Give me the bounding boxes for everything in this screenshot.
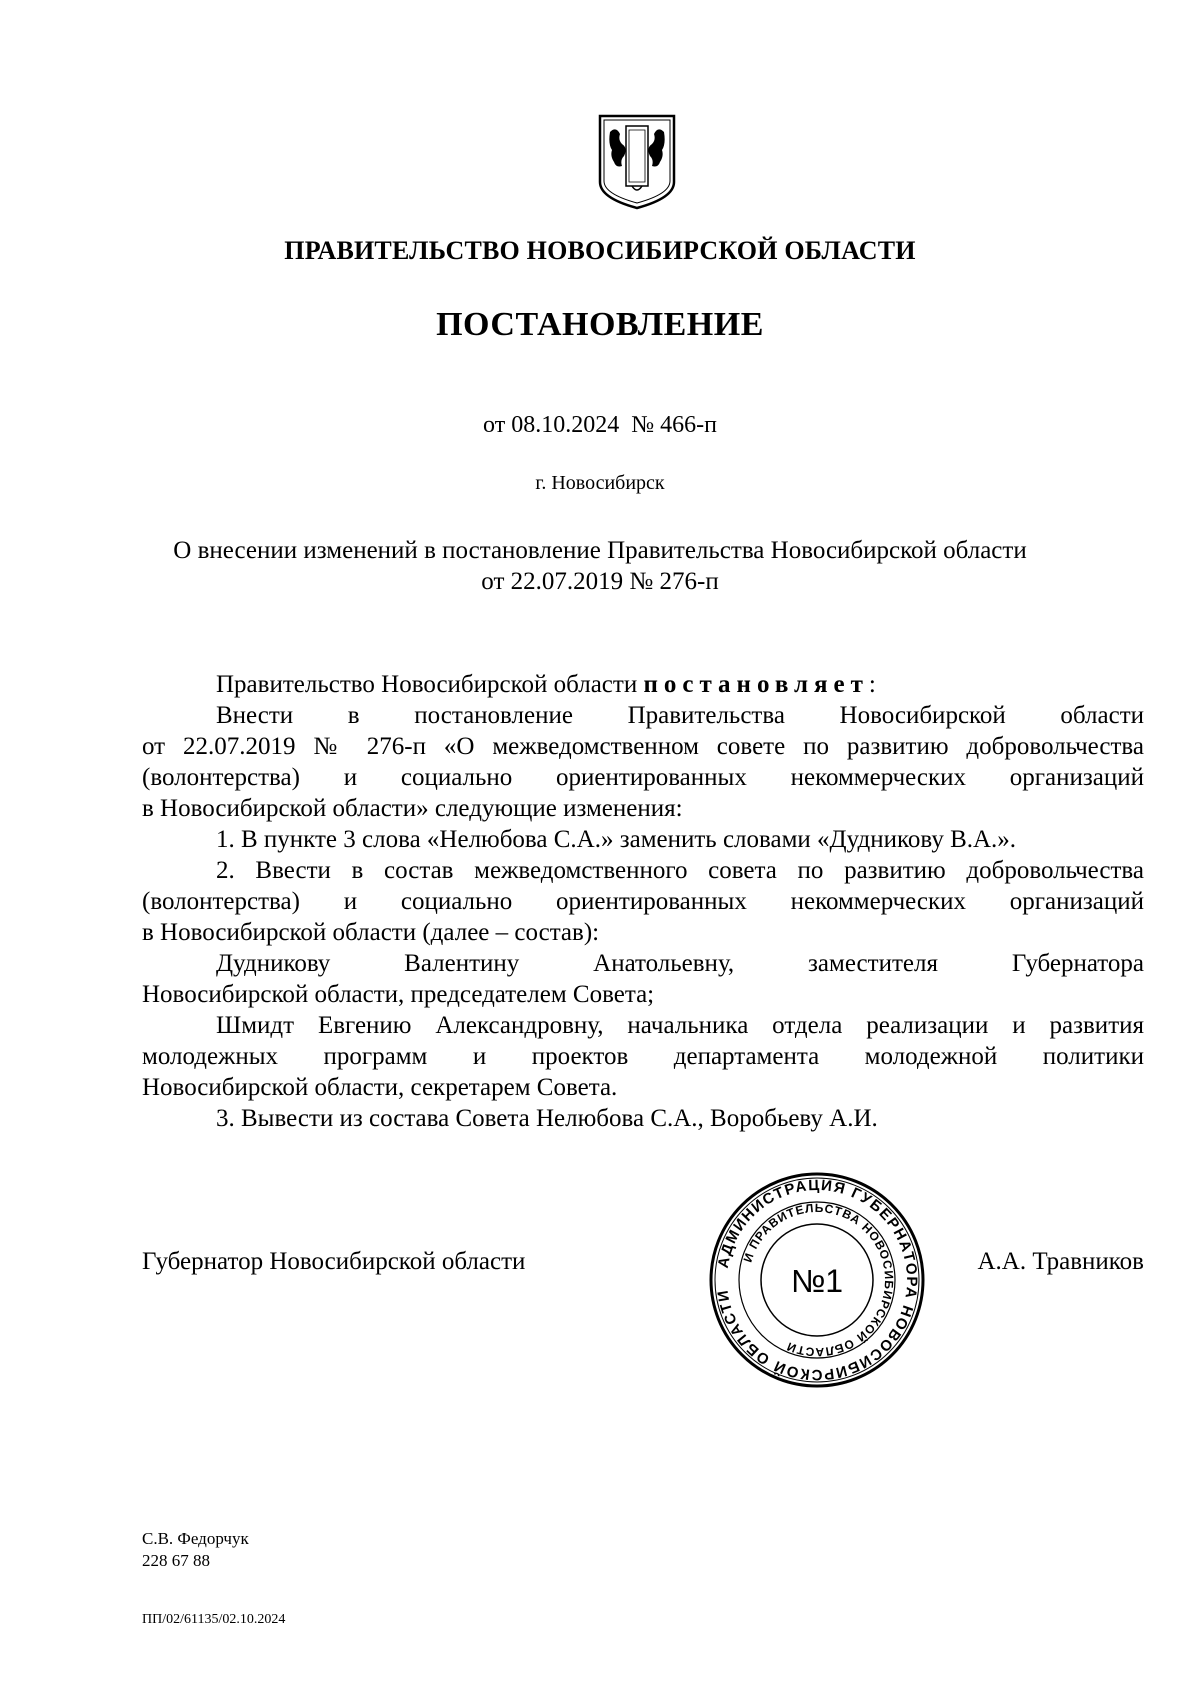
document-subject — [0, 535, 1200, 597]
preamble-end: : — [868, 671, 876, 698]
body-line: от 22.07.2019 № 276-п «О межведомственном совете по развитию добровольчества — [142, 733, 1144, 760]
signatory-title: Губернатор Новосибирской области — [142, 1248, 526, 1275]
seal-inner-text: И ПРАВИТЕЛЬСТВА НОВОСИБИРСКОЙ ОБЛАСТИ — [740, 1200, 897, 1360]
item-2: 2. Ввести в состав межведомственного совета по развитию добровольчества — [216, 857, 1144, 884]
seal-outer-text: АДМИНИСТРАЦИЯ ГУБЕРНАТОРА НОВОСИБИРСКОЙ ОБЛАСТИ — [714, 1176, 921, 1384]
preamble-text: Правительство Новосибирской области — [216, 671, 644, 698]
preamble-verb: постановляет — [643, 671, 869, 698]
seal-number: №1 — [790, 1263, 844, 1299]
registration-number: ПП/02/61135/02.10.2024 — [142, 1612, 286, 1627]
executor-phone: 228 67 88 — [142, 1551, 210, 1570]
body-line: Новосибирской области, секретарем Совета. — [142, 1074, 618, 1101]
subject-line-1: О внесении изменений в постановление Правительства Новосибирской области — [173, 537, 1027, 564]
body-line: (волонтерства) и социально ориентированных некоммерческих организаций — [142, 764, 1144, 791]
date-and-number: от 08.10.2024 № 466-п — [483, 412, 717, 438]
organization-name: ПРАВИТЕЛЬСТВО НОВОСИБИРСКОЙ ОБЛАСТИ — [284, 236, 916, 265]
document-type: ПОСТАНОВЛЕНИЕ — [436, 306, 764, 343]
body-line: (волонтерства) и социально ориентированных некоммерческих организаций — [142, 888, 1144, 915]
body-line: Внести в постановление Правительства Новосибирской области — [216, 702, 1144, 729]
item-3: 3. Вывести из состава Совета Нелюбова С.А., Воробьеву А.И. — [216, 1105, 878, 1132]
coat-of-arms-emblem — [596, 112, 678, 212]
signatory-name: А.А. Травников — [977, 1248, 1144, 1275]
preamble — [142, 669, 1200, 700]
executor-name: С.В. Федорчук — [142, 1529, 249, 1548]
subject-line-2: от 22.07.2019 № 276-п — [481, 568, 719, 595]
city: г. Новосибирск — [535, 472, 665, 494]
body-line: в Новосибирской области» следующие изменения: — [142, 795, 683, 822]
official-seal-stamp — [707, 1170, 927, 1390]
member-1: Дудникову Валентину Анатольевну, заместителя Губернатора — [216, 950, 1144, 977]
body-line: Новосибирской области, председателем Совета; — [142, 981, 655, 1008]
member-2: Шмидт Евгению Александровну, начальника отдела реализации и развития — [216, 1012, 1144, 1039]
body-line: в Новосибирской области (далее – состав): — [142, 919, 600, 946]
body-line: молодежных программ и проектов департамента молодежной политики — [142, 1043, 1144, 1070]
item-1: 1. В пункте 3 слова «Нелюбова С.А.» заменить словами «Дудникову В.А.». — [216, 826, 1017, 853]
